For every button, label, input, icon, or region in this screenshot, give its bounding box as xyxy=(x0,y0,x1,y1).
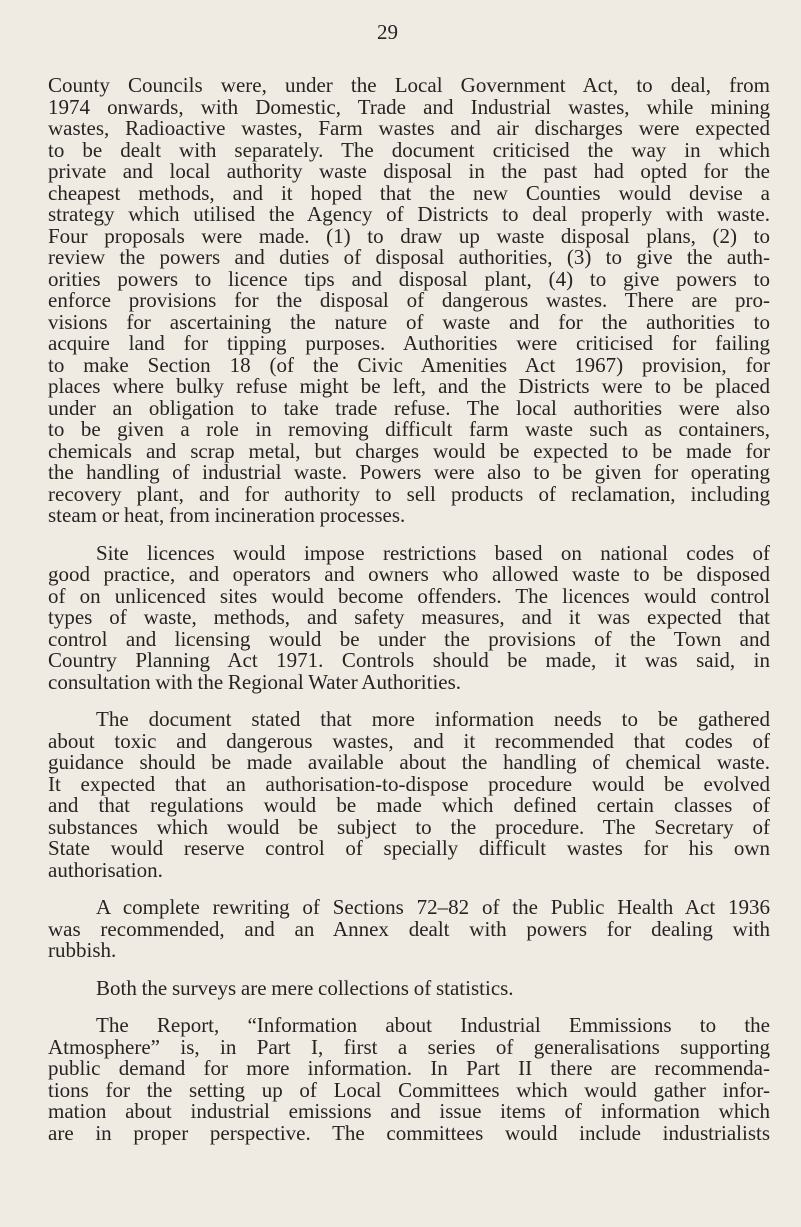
text-line: are in proper perspective. The committees would include industrialists xyxy=(48,1120,770,1145)
text-line: orities powers to licence tips and disposal plant, (4) to give powers to xyxy=(48,266,770,291)
text-line: Four proposals were made. (1) to draw up waste disposal plans, (2) to xyxy=(48,223,770,248)
paragraph xyxy=(48,75,770,527)
text-line: substances which would be subject to the procedure. The Secretary of xyxy=(48,814,770,839)
text-line: types of waste, methods, and safety measures, and it was expected that xyxy=(48,605,770,629)
text-line: private and local authority waste disposal in the past had opted for the xyxy=(48,159,770,183)
text-line: guidance should be made available about the handling of chemical waste. xyxy=(48,750,770,774)
text-line: It expected that an authorisation-to-dispose procedure would be evolved xyxy=(48,771,770,796)
text-line: Site licences would impose restrictions based on national codes of xyxy=(96,540,770,565)
text-line: A complete rewriting of Sections 72–82 of the Public Health Act 1936 xyxy=(96,895,770,919)
text-line: mation about industrial emissions and issue items of information which xyxy=(48,1099,770,1123)
page-number: 29 xyxy=(377,20,398,44)
text-line: the handling of industrial waste. Powers were also to be given for operating xyxy=(48,460,770,484)
text-line: State would reserve control of specially difficult wastes for his own xyxy=(48,836,770,860)
paragraph xyxy=(48,540,770,694)
text-line: under an obligation to take trade refuse. The local authorities were also xyxy=(48,395,770,420)
text-line: places where bulky refuse might be left, and the Districts were to be placed xyxy=(48,374,770,398)
text-line: cheapest methods, and it hoped that the new Counties would devise a xyxy=(48,180,770,205)
text-line: wastes, Radioactive wastes, Farm wastes and air discharges were expected xyxy=(48,116,770,140)
paragraph xyxy=(48,709,770,881)
text-line: and that regulations would be made which defined certain classes of xyxy=(48,793,770,817)
text-line: chemicals and scrap metal, but charges would be expected to be made for xyxy=(48,438,770,463)
text-line: 1974 onwards, with Domestic, Trade and Industrial wastes, while mining xyxy=(48,94,770,119)
text-line: visions for ascertaining the nature of waste and for the authorities to xyxy=(48,309,770,334)
text-line: recovery plant, and for authority to sell products of reclamation, including xyxy=(48,481,770,506)
text-line: The Report, “Information about Industrial Emmissions to the xyxy=(96,1013,770,1037)
text-line: consultation with the Regional Water Authorities. xyxy=(48,669,462,694)
text-line: rubbish. xyxy=(48,938,117,962)
text-line: steam or heat, from incineration processes. xyxy=(48,503,406,527)
text-line: authorisation. xyxy=(48,857,163,882)
text-line: control and licensing would be under the provisions of the Town and xyxy=(48,626,770,651)
text-line: enforce provisions for the disposal of dangerous wastes. There are pro- xyxy=(48,288,770,312)
text-line: strategy which utilised the Agency of Districts to deal properly with waste. xyxy=(48,202,770,226)
text-line: Both the surveys are mere collections of statistics. xyxy=(96,975,514,1000)
text-line: County Councils were, under the Local Government Act, to deal, from xyxy=(48,73,770,97)
text-line: Atmosphere” is, in Part I, first a series of generalisations supporting xyxy=(48,1034,770,1059)
text-line: The document stated that more information needs to be gathered xyxy=(96,707,770,731)
text-line: tions for the setting up of Local Committees which would gather infor- xyxy=(48,1077,770,1102)
body-text xyxy=(48,75,770,1160)
paragraph xyxy=(48,1015,770,1144)
text-line: Country Planning Act 1971. Controls should be made, it was said, in xyxy=(48,648,770,672)
paragraph xyxy=(48,897,770,962)
text-line: to make Section 18 (of the Civic Amenities Act 1967) provision, for xyxy=(48,352,770,377)
text-line: acquire land for tipping purposes. Authorities were criticised for failing xyxy=(48,331,770,355)
text-line: about toxic and dangerous wastes, and it recommended that codes of xyxy=(48,728,770,753)
text-line: of on unlicenced sites would become offenders. The licences would control xyxy=(48,583,770,608)
text-line: to be given a role in removing difficult farm waste such as containers, xyxy=(48,417,770,441)
text-line: was recommended, and an Annex dealt with powers for dealing with xyxy=(48,916,770,941)
paragraph xyxy=(48,975,770,1000)
text-line: to be dealt with separately. The document criticised the way in which xyxy=(48,137,770,162)
text-line: public demand for more information. In Part II there are recommenda- xyxy=(48,1056,770,1080)
text-line: review the powers and duties of disposal authorities, (3) to give the auth- xyxy=(48,245,770,269)
text-line: good practice, and operators and owners who allowed waste to be disposed xyxy=(48,562,770,586)
